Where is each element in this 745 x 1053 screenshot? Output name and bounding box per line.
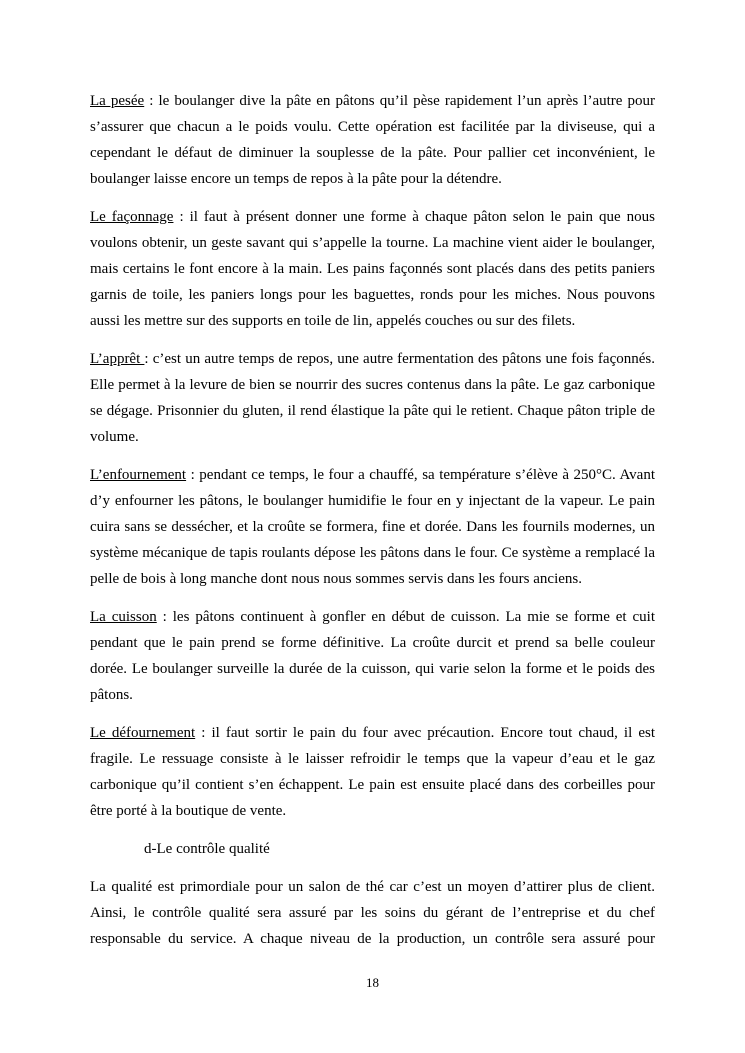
closing-paragraph: La qualité est primordiale pour un salon de thé car c’est un moyen d’attirer plus de client. Ainsi, le contrôle qualité sera assuré par les soins du gérant de l’entreprise et du chef responsable du service. A chaque niveau de la production, un contrôle sera assuré pour [90,879,655,947]
paragraph-la-pesee [90,88,655,192]
paragraph-body: : les pâtons continuent à gonfler en début de cuisson. La mie se forme et cuit pendant que le pain prend se forme définitive. La croûte durcit et prend sa belle couleur dorée. Le boulanger surveille la durée de la cuisson, qui varie selon la forme et le poids des pâtons. [90,609,655,703]
paragraph-term: Le défournement [90,725,196,741]
paragraph-term: Le façonnage [90,209,174,225]
paragraph-term: La pesée [90,93,145,109]
paragraph-body: : le boulanger dive la pâte en pâtons qu’il pèse rapidement l’un après l’autre pour s’assurer que chacun a le poids voulu. Cette opération est facilitée par la diviseuse, qui a cependant le défaut de diminuer la souplesse de la pâte. Pour pallier cet inconvénient, le boulanger laisse encore un temps de repos à la pâte pour la détendre. [90,93,655,187]
page-number: 18 [366,975,379,990]
paragraph-term: L’enfournement [90,467,187,483]
paragraph-le-defournement [90,720,655,824]
paragraph-l-appret [90,346,655,450]
paragraph-la-cuisson [90,604,655,708]
paragraph-l-enfournement [90,462,655,592]
paragraph-body: : il faut à présent donner une forme à chaque pâton selon le pain que nous voulons obtenir, un geste savant qui s’appelle la tourne. La machine vient aider le boulanger, mais certains le font encore à la main. Les pains façonnés sont placés dans des petits paniers garnis de toile, les paniers longs pour les baguettes, ronds pour les miches. Nous pouvons aussi les mettre sur des supports en toile de lin, appelés couches ou sur des filets. [90,209,656,329]
paragraph-le-faconnage [90,204,655,334]
paragraph-body: : c’est un autre temps de repos, une autre fermentation des pâtons une fois façonnés. Elle permet à la levure de bien se nourrir des sucres contenus dans la pâte. Le gaz carbonique se dégage. Prisonnier du gluten, il rend élastique la pâte qui le retient. Chaque pâton triple de volume. [90,351,655,445]
paragraph-body: : pendant ce temps, le four a chauffé, sa température s’élève à 250°C. Avant d’y enfourner les pâtons, le boulanger humidifie le four en y injectant de la vapeur. Le pain cuira sans se dessécher, et la croûte se formera, fine et dorée. Dans les fournils modernes, un système mécanique de tapis roulants dépose les pâtons dans le four. Ce système a remplacé la pelle de bois à long manche dont nous nous sommes servis dans les fours anciens. [90,467,655,587]
section-heading-controle-qualite: d-Le contrôle qualité [144,841,270,857]
paragraph-term: La cuisson [90,609,157,625]
paragraph-body: : il faut sortir le pain du four avec précaution. Encore tout chaud, il est fragile. Le ressuage consiste à le laisser refroidir le temps que la vapeur d’eau et le gaz carbonique qu’il contient s’en échappent. Le pain est ensuite placé dans des corbeilles pour être porté à la boutique de vente. [90,725,655,819]
paragraph-term: L’apprêt [90,351,145,367]
